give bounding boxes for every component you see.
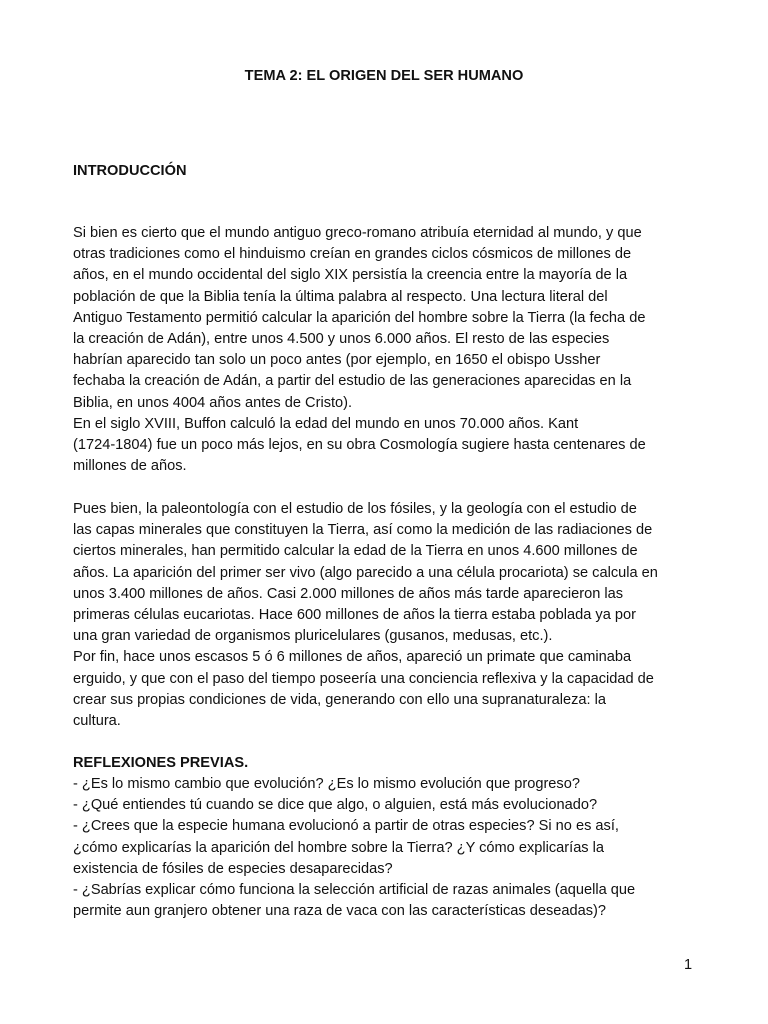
reflection-line: - ¿Sabrías explicar cómo funciona la selección artificial de razas animales (aquella que	[73, 882, 636, 899]
reflection-line: - ¿Es lo mismo cambio que evolución? ¿Es lo mismo evolución que progreso?	[73, 776, 580, 792]
document-title: TEMA 2: EL ORIGEN DEL SER HUMANO	[244, 68, 524, 84]
paragraph-line: fechaba la creación de Adán, a partir del estudio de las generaciones aparecidas en la	[73, 373, 632, 390]
paragraph-line: Por fin, hace unos escasos 5 ó 6 millones de años, apareció un primate que caminaba	[73, 649, 632, 666]
paragraph-2	[73, 499, 703, 732]
reflections-heading: REFLEXIONES PREVIAS.	[73, 755, 249, 771]
paragraph-line: erguido, y que con el paso del tiempo poseería una conciencia reflexiva y la capacidad de	[73, 670, 654, 687]
reflection-line: permite aun granjero obtener una raza de vaca con las características deseadas)?	[73, 903, 606, 920]
paragraph-line: ciertos minerales, han permitido calcular la edad de la Tierra en unos 4.600 millones de	[73, 543, 638, 560]
paragraph-line: crear sus propias condiciones de vida, generando con ello una supranaturaleza: la	[73, 691, 607, 708]
paragraph-1	[73, 223, 703, 477]
paragraph-line: una gran variedad de organismos pluricelulares (gusanos, medusas, etc.).	[73, 628, 553, 645]
paragraph-line: años. La aparición del primer ser vivo (algo parecido a una célula procariota) se calcula en	[73, 564, 658, 581]
introduction-heading: INTRODUCCIÓN	[73, 163, 187, 179]
paragraph-line: años, en el mundo occidental del siglo XIX persistía la creencia entre la mayoría de la	[73, 267, 628, 284]
paragraph-line: En el siglo XVIII, Buffon calculó la edad del mundo en unos 70.000 años. Kant	[73, 415, 579, 432]
paragraph-line: unos 3.400 millones de años. Casi 2.000 millones de años más tarde aparecieron las	[73, 585, 624, 602]
paragraph-line: las capas minerales que constituyen la Tierra, así como la medición de las radiaciones de	[73, 522, 653, 539]
paragraph-line: Si bien es cierto que el mundo antiguo greco-romano atribuía eternidad al mundo, y que	[73, 225, 642, 241]
page-number: 1	[684, 957, 693, 973]
paragraph-line: la creación de Adán), entre unos 4.500 y unos 6.000 años. El resto de las especies	[73, 331, 610, 348]
paragraph-line: Biblia, en unos 4004 años antes de Cristo).	[73, 394, 353, 411]
reflection-line: - ¿Crees que la especie humana evolucionó a partir de otras especies? Si no es así,	[73, 818, 619, 835]
paragraph-line: cultura.	[73, 713, 121, 730]
paragraph-line: primeras células eucariotas. Hace 600 millones de años la tierra estaba poblada ya por	[73, 607, 636, 624]
paragraph-line: Pues bien, la paleontología con el estudio de los fósiles, y la geología con el estudio de	[73, 501, 637, 517]
paragraph-line: (1724-1804) fue un poco más lejos, en su obra Cosmología sugiere hasta centenares de	[73, 437, 646, 454]
paragraph-line: millones de años.	[73, 458, 187, 475]
paragraph-line: habrían aparecido tan solo un poco antes (por ejemplo, en 1650 el obispo Ussher	[73, 352, 601, 369]
reflection-line: ¿cómo explicarías la aparición del hombre sobre la Tierra? ¿Y cómo explicarías la	[73, 839, 605, 856]
reflections-list	[73, 774, 703, 922]
reflection-line: existencia de fósiles de especies desaparecidas?	[73, 860, 393, 877]
paragraph-line: población de que la Biblia tenía la última palabra al respecto. Una lectura literal del	[73, 288, 608, 305]
paragraph-line: Antiguo Testamento permitió calcular la aparición del hombre sobre la Tierra (la fecha de	[73, 309, 646, 326]
reflection-line: - ¿Qué entiendes tú cuando se dice que algo, o alguien, está más evolucionado?	[73, 797, 598, 814]
paragraph-line: otras tradiciones como el hinduismo creían en grandes ciclos cósmicos de millones de	[73, 246, 632, 263]
